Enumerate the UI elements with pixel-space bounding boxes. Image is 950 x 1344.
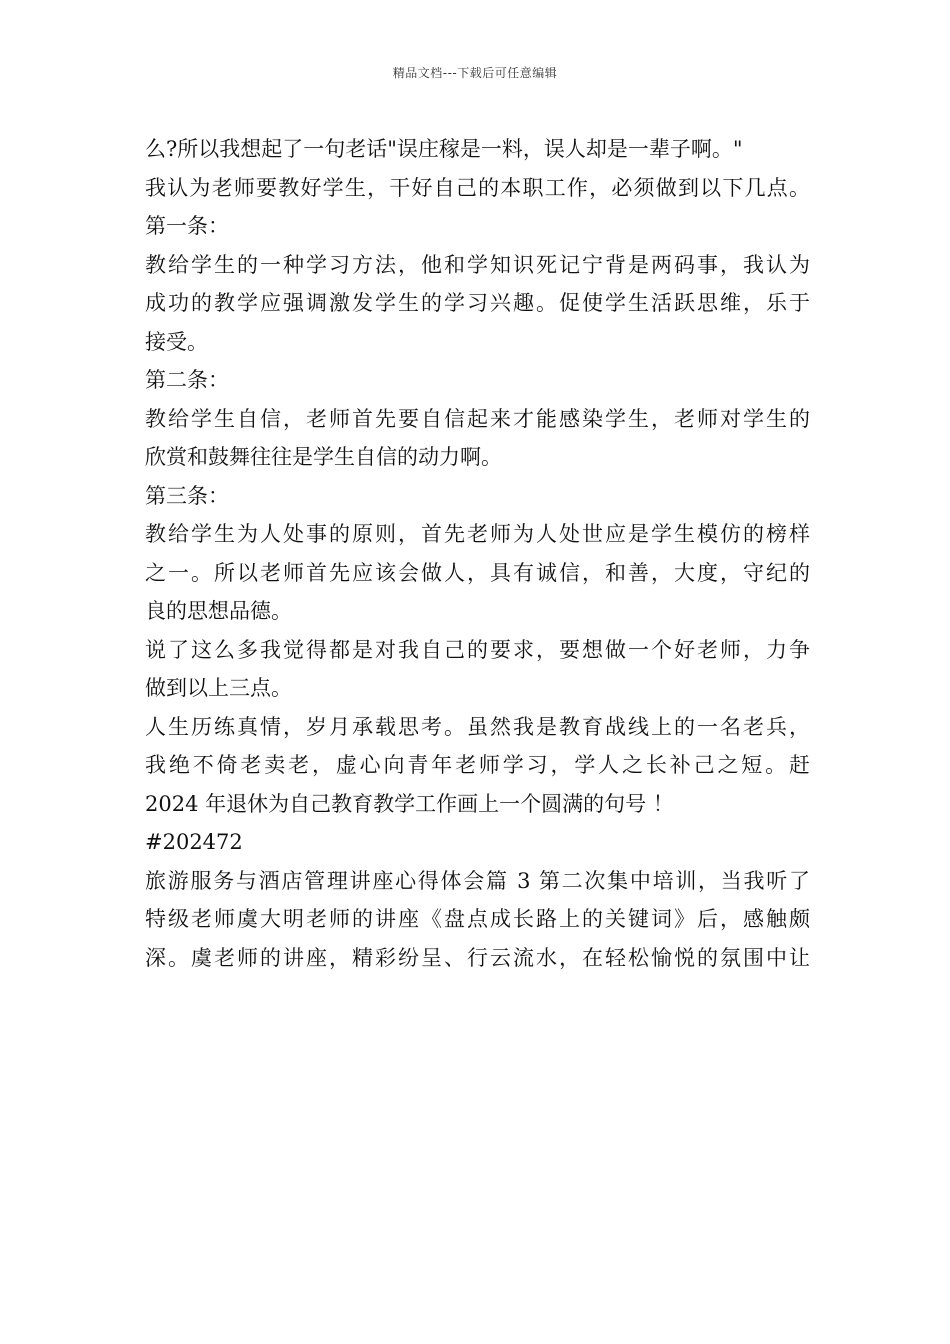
text-line: 欣赏和鼓舞往往是学生自信的动力啊。 [145,445,502,469]
document-body [145,130,810,977]
text-line: 特级老师虞大明老师的讲座《盘点成长路上的关键词》后，感触颇 [145,907,810,931]
text-line: 第三条： [145,483,229,508]
text-line: 人生历练真情，岁月承载思考。虽然我是教育战线上的一名老兵， [145,714,810,739]
text-line: 旅游服务与酒店管理讲座心得体会篇 3 第二次集中培训，当我听了 [145,868,810,893]
text-line: 第一条： [145,214,229,238]
text-line: #202472 [145,830,243,854]
text-line: 成功的教学应强调激发学生的学习兴趣。促使学生活跃思维，乐于 [145,291,810,315]
text-line: 说了这么多我觉得都是对我自己的要求，要想做一个好老师，力争 [145,637,810,662]
text-line: 做到以上三点。 [145,676,292,700]
text-line: 教给学生为人处事的原则，首先老师为人处世应是学生模仿的榜样 [145,522,810,546]
text-line: 接受。 [145,329,208,354]
text-line: 深。虞老师的讲座，精彩纷呈、行云流水，在轻松愉悦的氛围中让 [145,945,810,970]
text-line: 教给学生的一种学习方法，他和学知识死记宁背是两码事，我认为 [145,252,810,277]
text-line: 么?所以我想起了一句老话"误庄稼是一料，误人却是一辈子啊。" [145,137,743,161]
text-line: 我认为老师要教好学生，干好自己的本职工作，必须做到以下几点。 [145,175,810,200]
text-line: 之一。所以老师首先应该会做人，具有诚信，和善，大度，守纪的 [145,560,810,585]
page-header: 精品文档---下载后可任意编辑 [392,66,558,80]
text-line: 我绝不倚老卖老，虚心向青年老师学习，学人之长补己之短。赶 [145,753,810,777]
text-line: 教给学生自信，老师首先要自信起来才能感染学生，老师对学生的 [145,406,810,431]
text-line: 第二条： [145,368,229,392]
text-line: 2024 年退休为自己教育教学工作画上一个圆满的句号 ！ [145,791,674,816]
text-line: 良的思想品德。 [145,599,292,623]
